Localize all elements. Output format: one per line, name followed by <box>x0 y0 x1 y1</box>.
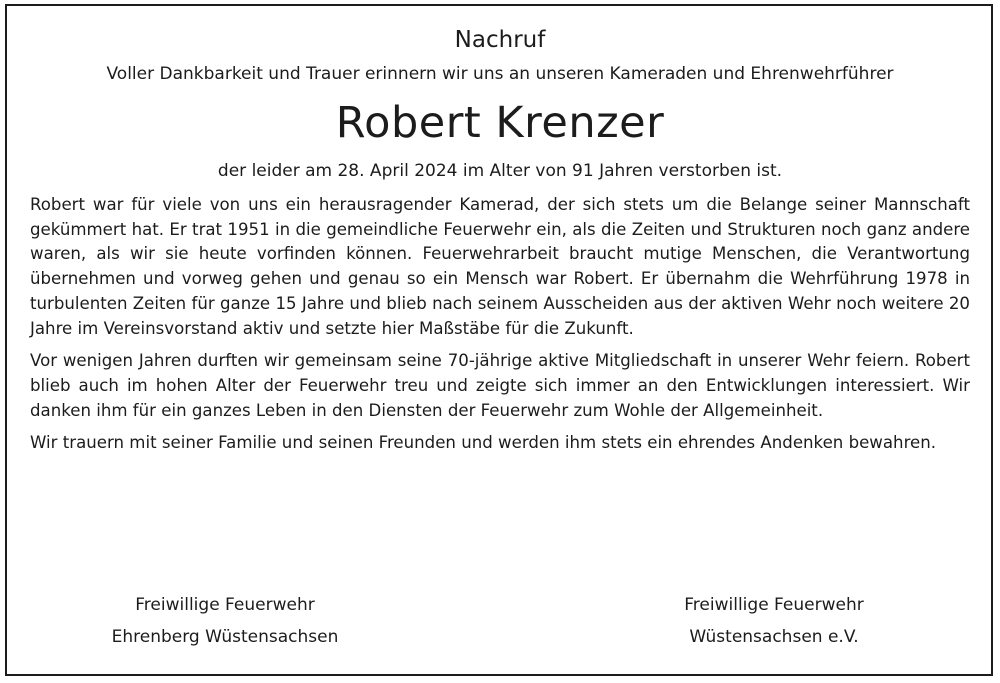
signature-left <box>35 589 415 653</box>
death-date-line: der leider am 28. April 2024 im Alter von 91 Jahren verstorben ist. <box>217 161 783 181</box>
notice-body <box>30 193 970 464</box>
signature-place: Wüstensachsen e.V. <box>689 627 859 647</box>
signature-org: Freiwillige Feuerwehr <box>684 595 864 615</box>
body-paragraph: Vor wenigen Jahren durften wir gemeinsam seine 70-jährige aktive Mitgliedschaft in unserer Wehr feiern. Robert blieb auch im hohen Alter der Feuerwehr treu und zeigte sich immer an den Entwicklungen interessiert. Wir danken ihm für ein ganzes Leben in den Diensten der Feuerwehr zum Wohle der Allgemeinheit. <box>30 351 970 420</box>
signature-org: Freiwillige Feuerwehr <box>135 595 315 615</box>
body-paragraph: Wir trauern mit seiner Familie und seinen Freunden und werden ihm stets ein ehrendes Andenken bewahren. <box>30 433 937 453</box>
body-paragraph: Robert war für viele von uns ein herausragender Kamerad, der sich stets um die Belange seiner Mannschaft gekümmert hat. Er trat 1951 in die gemeindliche Feuerwehr ein, als die Zeiten und Strukturen noch ganz andere waren, als wir sie heute vorfinden können. Feuerwehrarbeit braucht mutige Menschen, die Verantwortung übernehmen und vorweg gehen und genau so ein Mensch war Robert. Er übernahm die Wehrführung 1978 in turbulenten Zeiten für ganze 15 Jahre und blieb nach seinem Ausscheiden aus der aktiven Wehr noch weitere 20 Jahre im Vereinsvorstand aktiv und setzte hier Maßstäbe für die Zukunft. <box>30 195 970 338</box>
intro-line: Voller Dankbarkeit und Trauer erinnern wir uns an unseren Kameraden und Ehrenwehrführer <box>106 64 894 84</box>
signature-right <box>584 589 964 653</box>
notice-heading: Nachruf <box>454 27 546 53</box>
deceased-name: Robert Krenzer <box>335 98 665 148</box>
signature-place: Ehrenberg Wüstensachsen <box>111 627 339 647</box>
